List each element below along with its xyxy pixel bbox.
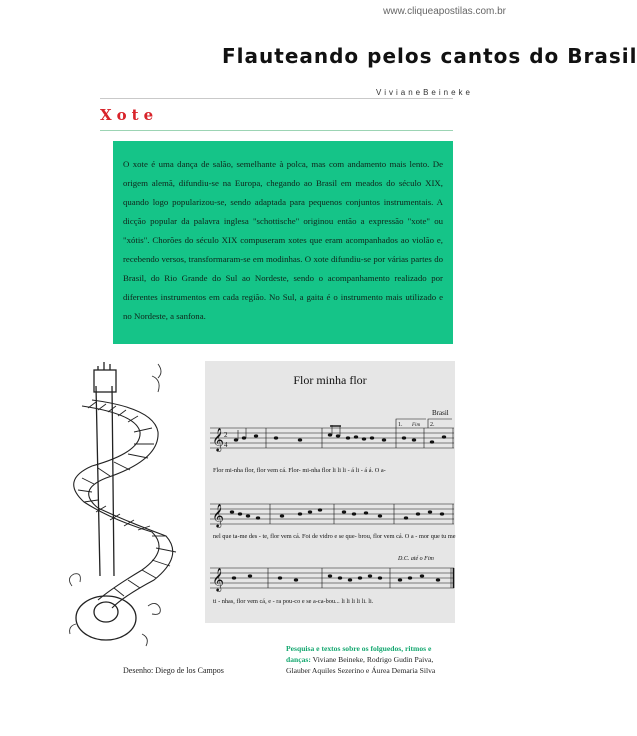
svg-text:𝄞: 𝄞: [212, 505, 224, 527]
staff-line-2: [210, 502, 454, 528]
illustration-credit: Desenho: Diego de los Campos: [123, 666, 224, 675]
lyrics-line-3: ti - nhas, flor vem cá, e - ra pou-co e se a-ca-bou... li li li li li. li.: [213, 598, 374, 605]
volta-2: 2.: [430, 422, 435, 428]
intro-text: O xote é uma dança de salão, semelhante à polca, mas com andamento mais lento. De origem alemã, difundiu-se na Europa, chegando ao Brasil em meados do século XIX, quando logo popularizou-se, sendo adaptada para pequenos conjuntos instrumentais. A dicção popular da palavra inglesa "schottische" originou então a expressão "xote" ou "xótis". Chorões do século XIX compuseram xotes que eram acompanhados ao violão e, recebendo versos, transformaram-se em modinhas. O xote difundiu-se por várias partes do Brasil, do Rio Grande do Sul ao Nordeste, sendo o acompanhamento realizado por diferentes instrumentos em cada região. No Sul, a gaita é o instrumento mais utilizado e no Nordeste, a sanfona.: [123, 159, 443, 321]
song-title: Flor minha flor: [293, 373, 367, 387]
intro-box: [113, 141, 453, 344]
brand-title: Flauteando pelos cantos do Brasil: [222, 44, 637, 68]
research-label: Pesquisa e textos sobre os folguedos, ritmos e danças:: [286, 644, 432, 664]
song-region: Brasil: [432, 409, 449, 417]
dc-al-fine: D.C. até o Fim: [398, 556, 434, 562]
site-url: www.cliqueapostilas.com.br: [383, 6, 506, 17]
time-sig-top: 2: [224, 431, 228, 439]
guitar-accordion-drawing-icon: [62, 356, 192, 656]
volta-brackets: [394, 417, 454, 429]
research-credits: [286, 643, 456, 676]
svg-text:𝄞: 𝄞: [212, 569, 224, 591]
volta-1: 1.: [398, 422, 403, 428]
svg-text:𝄞: 𝄞: [212, 429, 224, 451]
staff-line-3: [210, 566, 454, 592]
research-names: Viviane Beineke, Rodrigo Gudin Paiva, Glauber Aquiles Sezerino e Áurea Demaria Silva: [286, 655, 436, 675]
header-divider: [100, 98, 453, 99]
fim-mark: Fim: [412, 423, 421, 428]
staff-line-1: [210, 426, 454, 452]
author-name: VivianeBeineke: [376, 88, 474, 97]
time-sig-bottom: 4: [224, 441, 228, 449]
lyrics-line-1: Flor mi-nha flor, flor vem cá. Flor- mi-nha flor li li li - á li - á á. O a-: [213, 467, 386, 474]
lyrics-line-2: nel que ta-me des - te, flor vem cá. Foi de vidro e se que- brou, flor vem cá. O a - mor que tu me: [213, 533, 456, 540]
section-divider: [100, 130, 453, 131]
section-title: Xote: [100, 106, 159, 124]
